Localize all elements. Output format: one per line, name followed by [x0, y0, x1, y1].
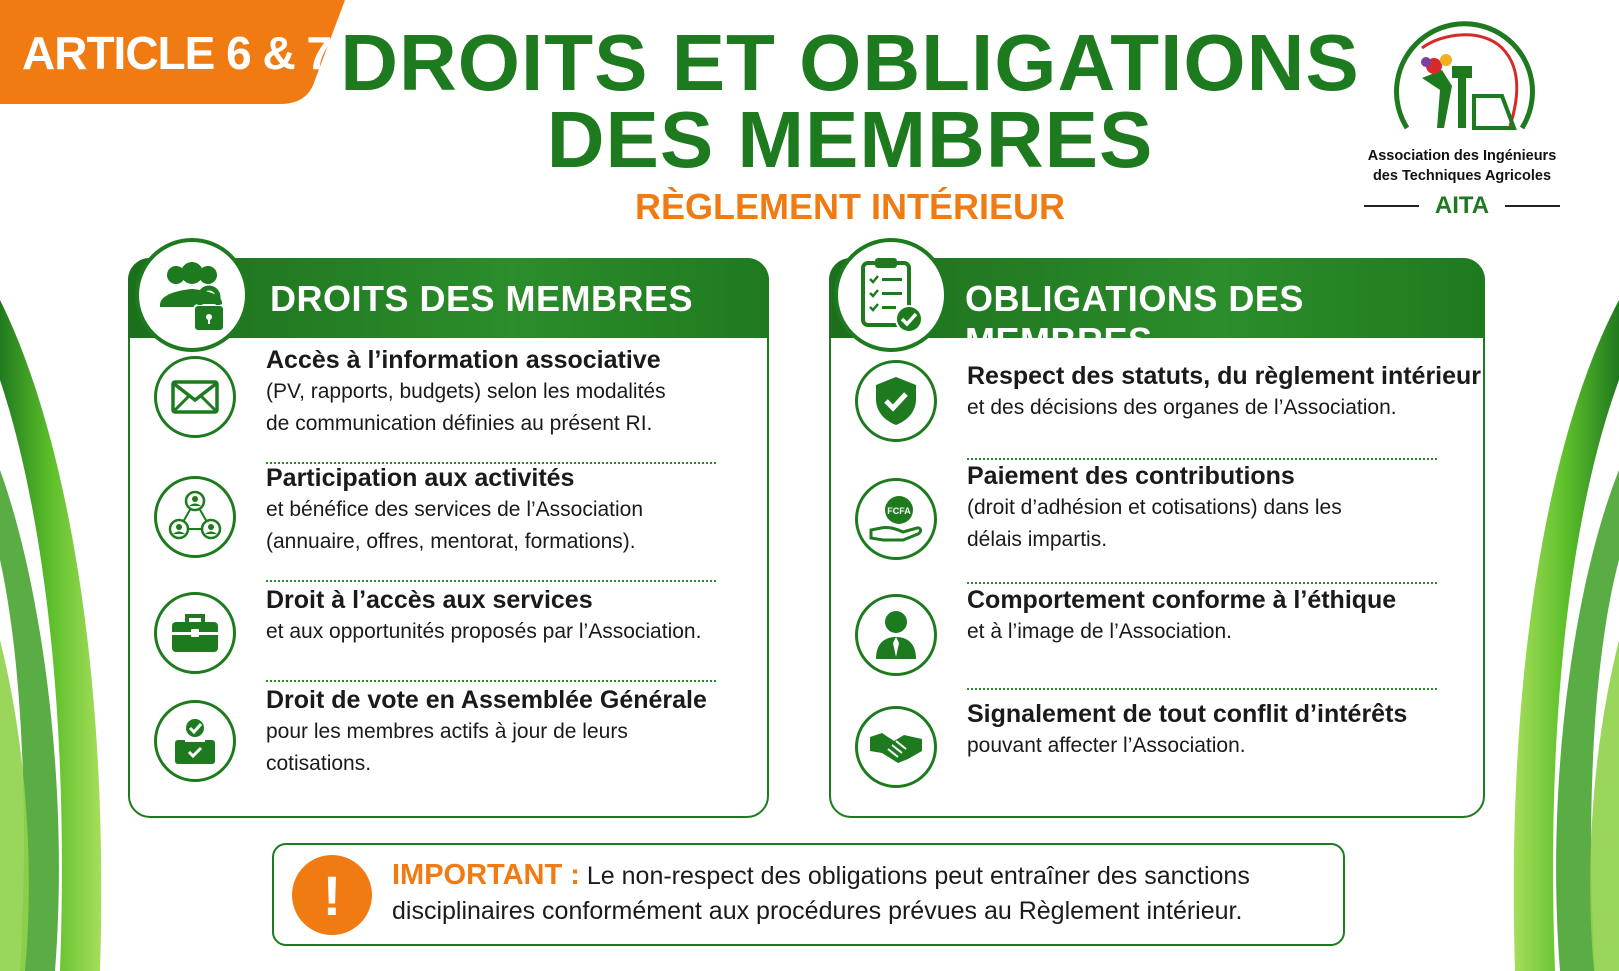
rights-heading: DROITS DES MEMBRES [270, 278, 694, 319]
divider [967, 458, 1437, 460]
obligation-3-title: Comportement conforme à l’éthique [967, 586, 1397, 614]
logo-name-line1: Association des Ingénieurs [1367, 148, 1557, 164]
divider [266, 580, 716, 582]
right-2-title: Participation aux activités [266, 464, 575, 492]
article-badge [0, 0, 345, 104]
obligation-2-desc-line2: délais impartis. [967, 528, 1108, 551]
exclamation-icon: ! [292, 855, 372, 935]
right-4-title: Droit de vote en Assemblée Générale [266, 686, 707, 714]
logo-emblem-icon [1382, 8, 1544, 144]
logo-rule-right [1505, 205, 1560, 207]
clipboard-check-icon [834, 238, 948, 352]
page-subtitle: RÈGLEMENT INTÉRIEUR [634, 186, 1065, 227]
obligation-2-title: Paiement des contributions [967, 462, 1295, 490]
important-text-line2: disciplinaires conformément aux procédures prévues au Règlement intérieur. [392, 897, 1243, 925]
person-tie-icon [855, 594, 937, 676]
important-label: IMPORTANT : [392, 859, 580, 891]
right-4-desc-line2: cotisations. [266, 752, 372, 775]
right-4-desc-line1: pour les membres actifs à jour de leurs [266, 720, 628, 743]
obligation-4-desc-line1: pouvant affecter l’Association. [967, 734, 1246, 757]
rights-panel [128, 258, 769, 818]
right-1-desc-line2: de communication définies au présent RI. [266, 412, 653, 435]
fcfa-hand-icon [855, 478, 937, 560]
obligation-3-desc-line1: et à l’image de l’Association. [967, 620, 1232, 643]
shield-check-icon [855, 360, 937, 442]
right-2-desc-line2: (annuaire, offres, mentorat, formations). [266, 530, 636, 553]
obligation-1-desc-line1: et des décisions des organes de l’Association. [967, 396, 1397, 419]
page-title-line1: DROITS ET OBLIGATIONS [340, 18, 1360, 107]
obligations-heading: OBLIGATIONS DES MEMBRES [965, 278, 1304, 361]
network-people-icon [154, 476, 236, 558]
briefcase-icon [154, 592, 236, 674]
divider [266, 680, 716, 682]
page-title-line2: DES MEMBRES [546, 95, 1154, 184]
right-2-desc-line1: et bénéfice des services de l’Association [266, 498, 644, 521]
right-3-title: Droit à l’accès aux services [266, 586, 593, 614]
divider [967, 688, 1437, 690]
members-lock-icon [135, 238, 249, 352]
divider [967, 582, 1437, 584]
aita-logo [1362, 8, 1562, 218]
obligation-1-title: Respect des statuts, du règlement intérieur [967, 362, 1482, 390]
important-text-line1: Le non-respect des obligations peut entraîner des sanctions [586, 862, 1250, 890]
fcfa-label: FCFA [887, 506, 911, 516]
envelope-icon [154, 356, 236, 438]
right-1-title: Accès à l’information associative [266, 346, 661, 374]
logo-abbreviation: AITA [1434, 192, 1490, 219]
important-line1 [392, 859, 1250, 892]
obligations-panel [829, 258, 1485, 818]
obligation-4-title: Signalement de tout conflit d’intérêts [967, 700, 1408, 728]
right-1-desc-line1: (PV, rapports, budgets) selon les modalités [266, 380, 666, 403]
handshake-icon [855, 706, 937, 788]
logo-name-line2: des Techniques Agricoles [1372, 168, 1552, 184]
obligation-2-desc-line1: (droit d’adhésion et cotisations) dans les [967, 496, 1342, 519]
important-notice [272, 843, 1345, 946]
ballot-box-icon [154, 700, 236, 782]
right-3-desc-line1: et aux opportunités proposés par l’Association. [266, 620, 702, 643]
article-badge-text: ARTICLE 6 & 7 [22, 27, 332, 79]
